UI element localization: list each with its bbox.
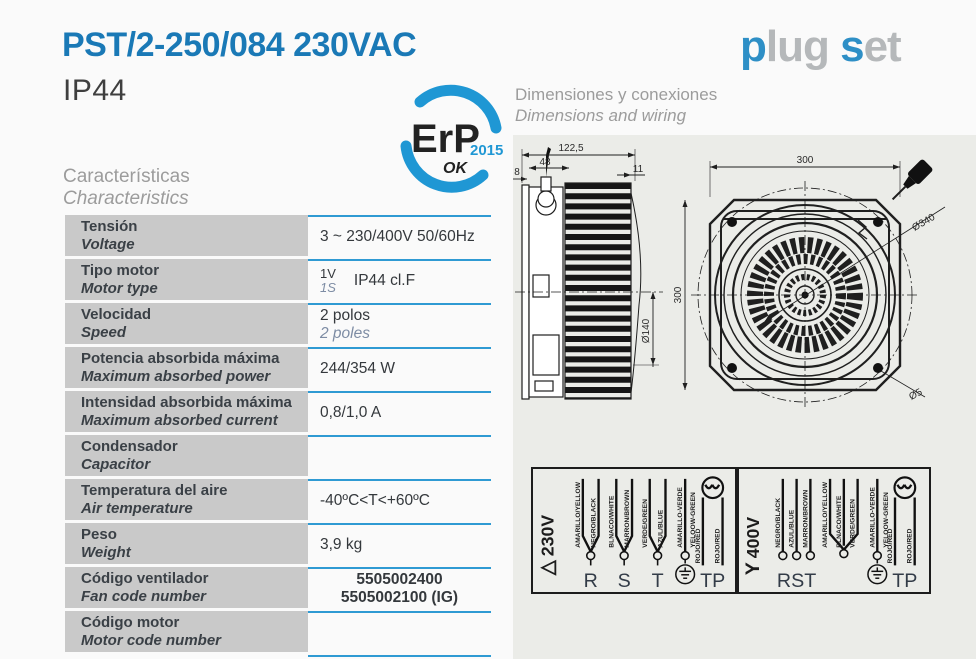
dim-depth: 122,5 xyxy=(558,143,584,154)
wire-label: ROJO/RED xyxy=(694,528,702,564)
wire-label: YELOOW-GREEN xyxy=(883,492,891,548)
row-label-es: Código motor xyxy=(81,613,180,631)
dim-gland: 48 xyxy=(539,157,551,168)
dimensions-heading-es: Dimensiones y conexiones xyxy=(515,85,718,104)
brand-part-gray2: et xyxy=(863,22,901,71)
terminal-r: R xyxy=(583,570,598,592)
row-label-en: Motor type xyxy=(81,279,158,297)
wire-label: VERDE/GREEN xyxy=(849,499,857,548)
row-label-es: Temperatura del aire xyxy=(81,481,228,499)
table-row-motor-code xyxy=(65,611,491,652)
wire-label: AMARILLO/YELLOW xyxy=(574,481,582,548)
voltage-230-label: △230V xyxy=(536,514,559,576)
table-row-voltage xyxy=(65,215,491,256)
row-label-en: Capacitor xyxy=(81,455,151,473)
characteristics-table xyxy=(65,215,491,657)
characteristics-heading-en: Characteristics xyxy=(63,188,189,209)
brand-part-gray1: lug xyxy=(765,22,841,71)
wire-label: AMARILLO-VERDE xyxy=(869,487,877,548)
dimensions-heading xyxy=(515,84,717,126)
terminal-t: T xyxy=(651,570,664,592)
row-label-es: Tensión xyxy=(81,217,138,235)
wire-label: AMARILLO/YELLOW xyxy=(822,481,830,548)
front-view-drawing xyxy=(683,158,946,409)
wire-label: ROJO/RED xyxy=(714,528,722,564)
wire-label: VERDE/GREEN xyxy=(641,499,649,548)
row-label-es: Código ventilador xyxy=(81,569,209,587)
row-label-en: Speed xyxy=(81,323,127,341)
dim-front-height: 300 xyxy=(673,286,684,304)
row-value: -40ºC<T<+60ºC xyxy=(320,491,430,509)
table-row-capacitor xyxy=(65,435,491,476)
row-label-es: Peso xyxy=(81,525,117,543)
dimensions-panel xyxy=(513,135,976,659)
technical-drawing xyxy=(513,135,976,465)
wire-label: AZUL/BLUE xyxy=(788,509,796,548)
wire-label: BLNACO/WHITE xyxy=(835,495,843,548)
wire-label: NEGRO/BLACK xyxy=(590,497,598,548)
row-value: 2 polos xyxy=(320,306,370,324)
table-row-max-power xyxy=(65,347,491,388)
table-row-motor-type xyxy=(65,259,491,300)
thermal-protector-icon xyxy=(895,477,916,498)
row-value: 0,8/1,0 A xyxy=(320,403,382,421)
row-label-en: Maximum absorbed current xyxy=(81,411,278,429)
protection-rating: IP44 xyxy=(63,74,127,107)
terminal-s: S xyxy=(617,570,631,592)
table-row-air-temperature xyxy=(65,479,491,520)
characteristics-heading xyxy=(63,166,190,210)
row-value-en: 2 poles xyxy=(320,324,370,342)
earth-icon xyxy=(676,565,695,584)
row-value: 244/354 W xyxy=(320,359,395,377)
dim-lip: 11 xyxy=(632,164,644,175)
dim-front-width: 300 xyxy=(796,155,814,166)
wye-symbol: Y xyxy=(742,562,765,576)
dim-outer-diameter: Ø340 xyxy=(910,211,938,234)
terminal-rst: RST xyxy=(776,570,817,592)
row-label-en: Maximum absorbed power xyxy=(81,367,271,385)
page-title: PST/2-250/084 230VAC xyxy=(62,26,417,64)
erp-label: ErP xyxy=(411,117,480,161)
table-row-max-current xyxy=(65,391,491,432)
row-label-en: Air temperature xyxy=(81,499,193,517)
wire-label: MARRON/BROWN xyxy=(802,489,810,548)
wire-label: BLNACO/WHITE xyxy=(608,495,616,548)
wire-label: NEGRO/BLACK xyxy=(774,497,782,548)
wiring-diagram-400v xyxy=(737,467,931,594)
table-end-rule xyxy=(308,655,491,657)
voltage-400-label: Y400V xyxy=(742,516,765,576)
wiring-diagram-230v xyxy=(531,467,737,594)
motor-type-class: IP44 cl.F xyxy=(353,271,416,289)
row-label-en: Fan code number xyxy=(81,587,207,605)
terminal-tp: TP xyxy=(892,570,918,592)
erp-badge-icon xyxy=(398,82,504,194)
erp-year: 2015 xyxy=(470,142,504,159)
dim-hole-diameter: Ø5 xyxy=(907,386,925,403)
characteristics-heading-es: Características xyxy=(63,166,190,187)
table-row-weight xyxy=(65,523,491,564)
row-value: 3 ~ 230/400V 50/60Hz xyxy=(320,227,475,245)
erp-ok: OK xyxy=(443,160,467,177)
thermal-protector-icon xyxy=(702,477,723,498)
wire-label: MARRON/BROWN xyxy=(624,489,632,548)
dimensions-heading-en: Dimensions and wiring xyxy=(515,106,687,125)
erp-badge xyxy=(398,82,504,199)
dim-left-gap: 8 xyxy=(514,167,520,178)
row-label-es: Velocidad xyxy=(81,305,152,323)
row-label-en: Motor code number xyxy=(81,631,222,649)
row-label-es: Intensidad absorbida máxima xyxy=(81,393,292,411)
delta-symbol: △ xyxy=(536,560,559,576)
table-row-speed xyxy=(65,303,491,344)
row-label-es: Potencia absorbida máxima xyxy=(81,349,280,367)
motor-type-1s: 1S xyxy=(320,279,336,295)
wire-label: YELOOW-GREEN xyxy=(690,492,698,548)
row-label-en: Weight xyxy=(81,543,131,561)
terminal-tp: TP xyxy=(700,570,726,592)
dim-fan-diameter: Ø140 xyxy=(641,318,652,344)
wire-label: AMARILLO-VERDE xyxy=(677,487,685,548)
table-row-fan-code xyxy=(65,567,491,608)
row-label-es: Condensador xyxy=(81,437,178,455)
row-value: 3,9 kg xyxy=(320,535,363,553)
wire-label: ROJO/RED xyxy=(906,528,914,564)
brand-part-blue2: s xyxy=(840,22,864,71)
fan-code-2: 5505002100 (IG) xyxy=(340,588,459,606)
motor-type-1v: 1V xyxy=(320,265,336,281)
earth-icon xyxy=(868,565,887,584)
row-label-es: Tipo motor xyxy=(81,261,160,279)
brand-part-blue1: p xyxy=(740,22,766,71)
row-label-en: Voltage xyxy=(81,235,135,253)
wire-label: ROJO/RED xyxy=(887,528,895,564)
side-view-drawing xyxy=(513,147,663,399)
wire-label: AZUL/BLUE xyxy=(657,509,665,548)
brand-logo xyxy=(740,22,901,72)
fan-code-1: 5505002400 xyxy=(356,570,443,588)
